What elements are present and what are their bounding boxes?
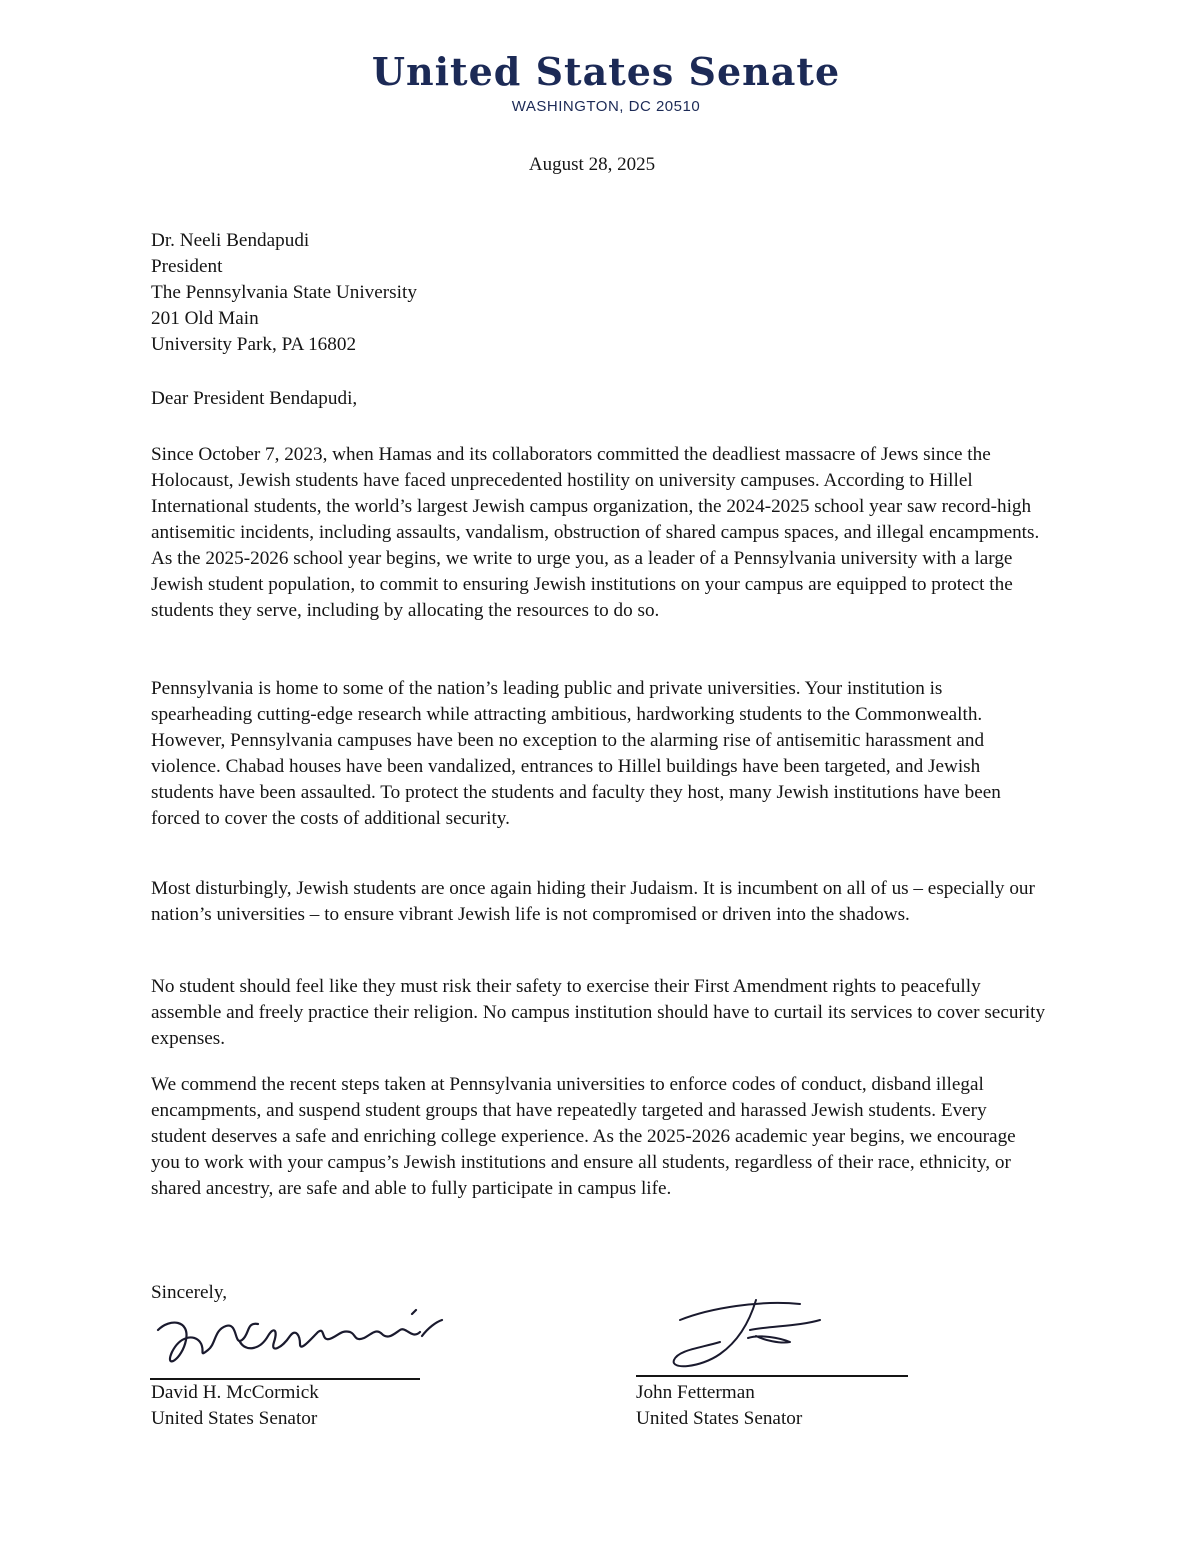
fetterman-signature	[660, 1290, 850, 1380]
letterhead	[0, 48, 1200, 115]
salutation: Dear President Bendapudi,	[151, 388, 358, 409]
signatory-title: United States Senator	[636, 1408, 803, 1429]
closing: Sincerely,	[151, 1282, 228, 1303]
recipient-name: Dr. Neeli Bendapudi	[151, 230, 310, 251]
fetterman-signature-line	[636, 1375, 908, 1377]
recipient-title: President	[151, 256, 223, 277]
body-paragraph-5: We commend the recent steps taken at Pennsylvania universities to enforce codes of conduct, disband illegal encampments, and suspend student groups that have repeatedly targeted and harassed Jewish students. Every student deserves a safe and enriching college experience. As the 2025-2026 academic year begins, we encourage you to work with your campus’s Jewish institutions and ensure all students, regardless of their race, ethnicity, or shared ancestry, are safe and able to fully participate in campus life.	[151, 1074, 1016, 1199]
signatory-mccormick	[151, 1380, 319, 1432]
recipient-street: 201 Old Main	[151, 308, 259, 329]
recipient-institution: The Pennsylvania State University	[151, 282, 417, 303]
body-paragraph-4: No student should feel like they must risk their safety to exercise their First Amendment rights to peacefully assemble and freely practice their religion. No campus institution should have to curtail its services to cover security expenses.	[151, 976, 1046, 1049]
senate-letterhead-address: WASHINGTON, DC 20510	[511, 98, 701, 115]
body-paragraph-3: Most disturbingly, Jewish students are once again hiding their Judaism. It is incumbent on all of us – especially our nation’s universities – to ensure vibrant Jewish life is not compromised or driven into the shadows.	[151, 878, 1035, 925]
recipient-address	[151, 228, 1046, 358]
recipient-city: University Park, PA 16802	[151, 334, 357, 355]
senate-letterhead-title: United States Senate	[371, 49, 841, 94]
signatory-fetterman	[636, 1380, 802, 1432]
body-paragraph-2: Pennsylvania is home to some of the nation’s leading public and private universities. Your institution is spearheading cutting-edge research while attracting ambitious, hardworking students to the Commonwealth. However, Pennsylvania campuses have been no exception to the alarming rise of antisemitic harassment and violence. Chabad houses have been vandalized, entrances to Hillel buildings have been targeted, and Jewish students have been assaulted. To protect the students and faculty they host, many Jewish institutions have been forced to cover the costs of additional security.	[151, 678, 1001, 829]
signatory-name: David H. McCormick	[151, 1382, 319, 1403]
mccormick-signature	[150, 1300, 450, 1380]
signatory-name: John Fetterman	[636, 1382, 755, 1403]
signatory-title: United States Senator	[151, 1408, 318, 1429]
body-paragraph-1: Since October 7, 2023, when Hamas and its collaborators committed the deadliest massacre of Jews since the Holocaust, Jewish students have faced unprecedented hostility on university campuses. According to Hillel International students, the world’s largest Jewish campus organization, the 2024-2025 school year saw record-high antisemitic incidents, including assaults, vandalism, obstruction of shared campus spaces, and illegal encampments. As the 2025-2026 school year begins, we write to urge you, as a leader of a Pennsylvania university with a large Jewish student population, to commit to ensuring Jewish institutions on your campus are equipped to protect the students they serve, including by allocating the resources to do so.	[151, 444, 1040, 621]
letter-date: August 28, 2025	[528, 154, 656, 175]
